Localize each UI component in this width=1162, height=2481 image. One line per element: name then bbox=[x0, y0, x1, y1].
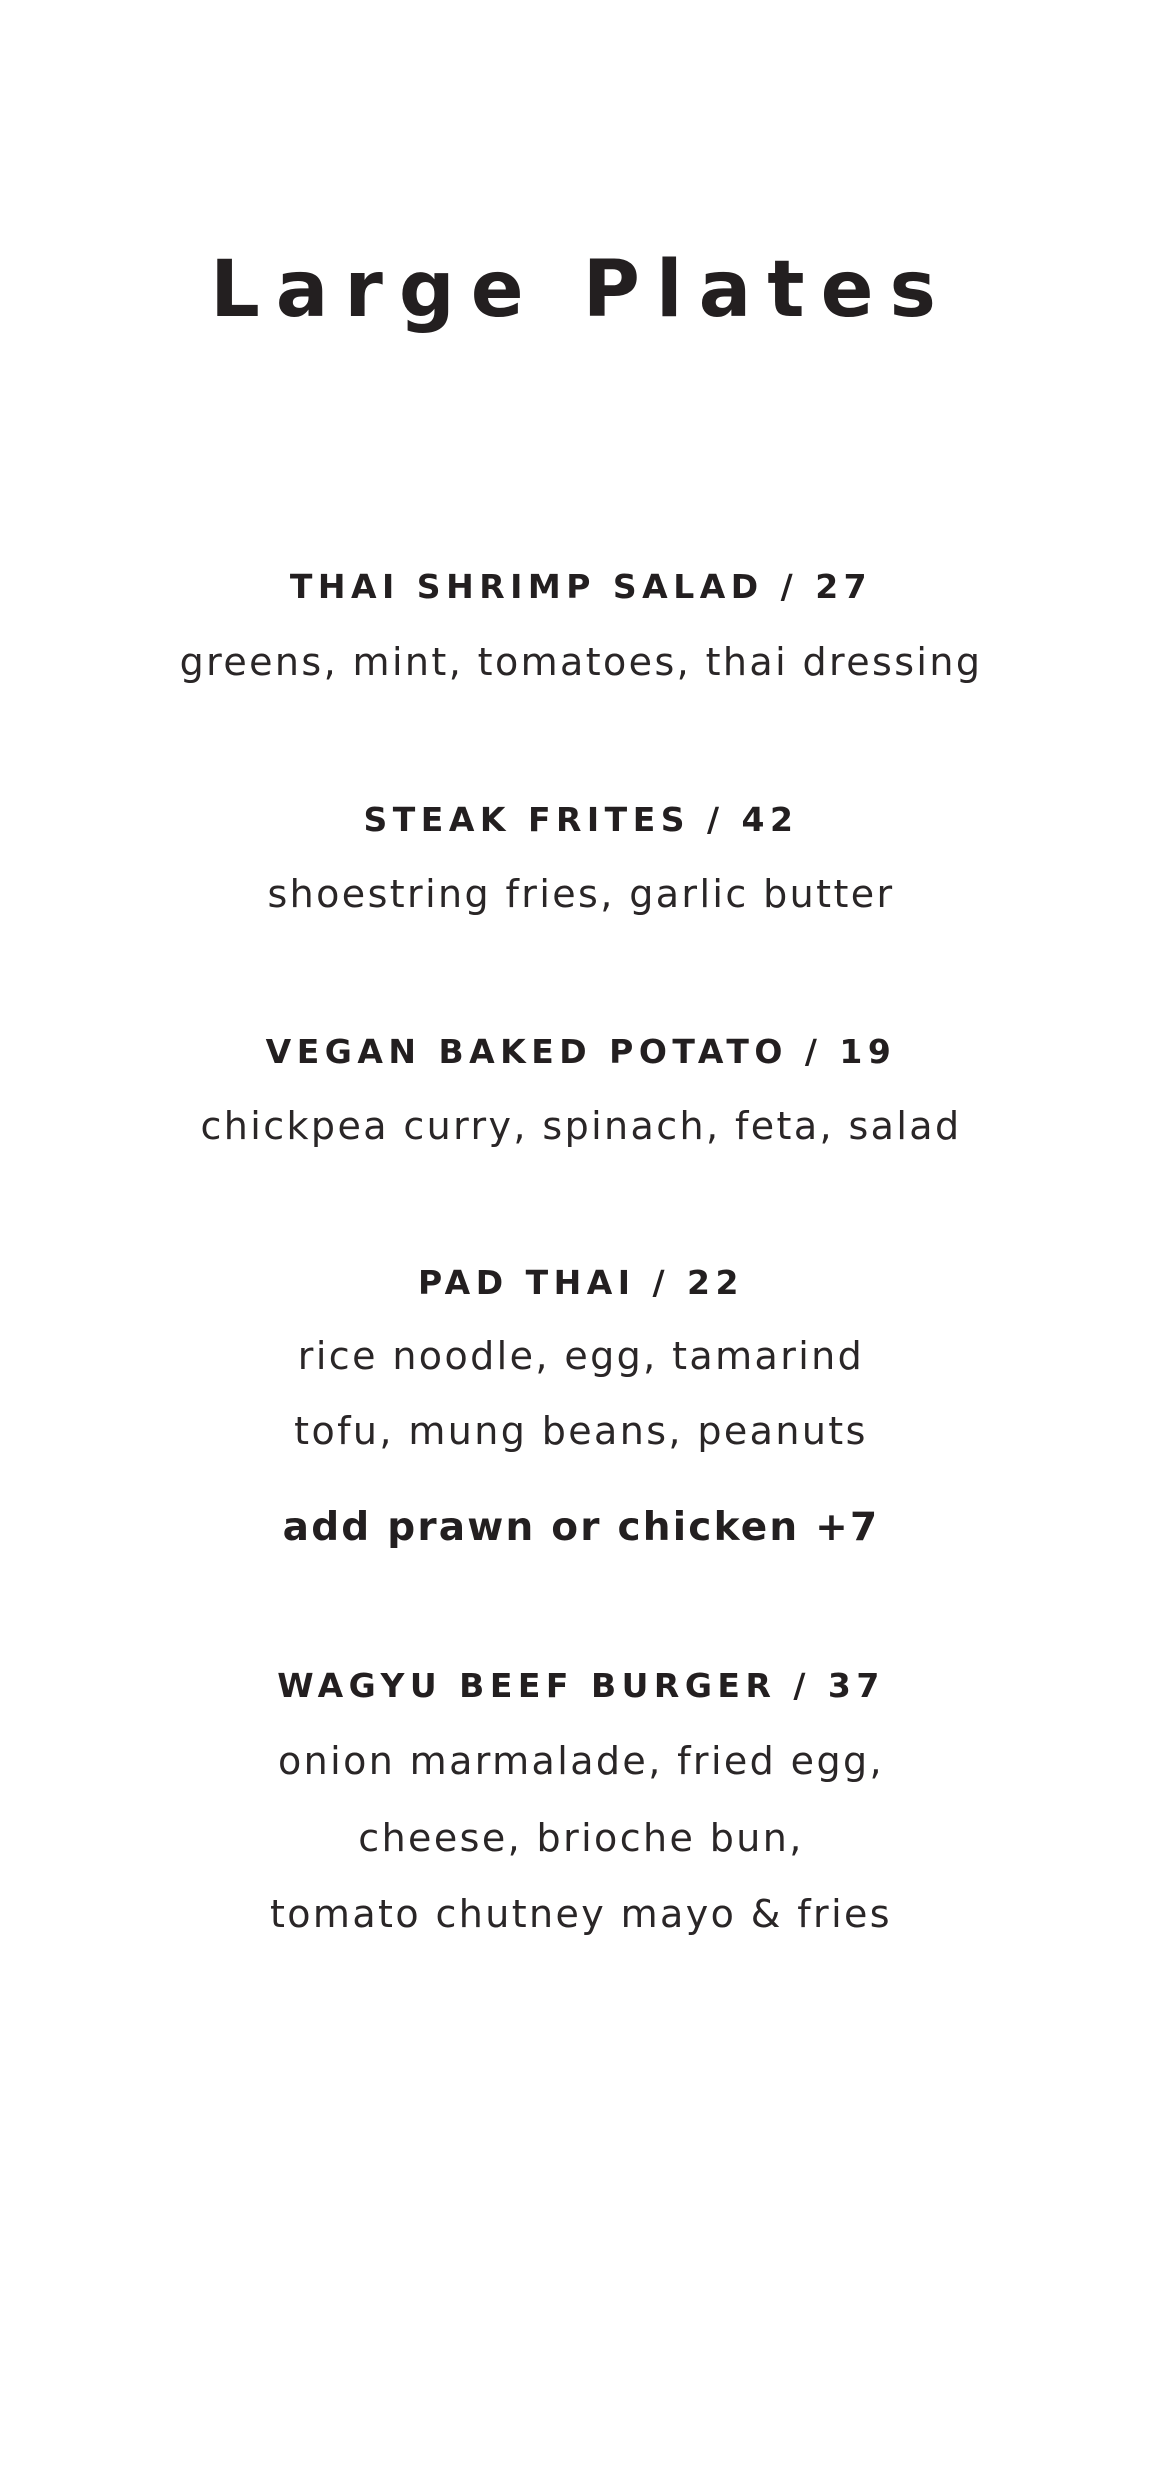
menu-item-description: cheese, brioche bun, bbox=[358, 1816, 804, 1860]
menu-item-name: PAD THAI / 22 bbox=[418, 1263, 744, 1302]
menu-item-description: shoestring fries, garlic butter bbox=[267, 872, 895, 916]
menu-item-name: WAGYU BEEF BURGER / 37 bbox=[277, 1666, 885, 1705]
menu-item-description: onion marmalade, fried egg, bbox=[277, 1739, 884, 1783]
menu-item-name: STEAK FRITES / 42 bbox=[363, 800, 799, 839]
menu-item-name: THAI SHRIMP SALAD / 27 bbox=[289, 567, 873, 606]
menu-item-addon: add prawn or chicken +7 bbox=[282, 1505, 880, 1550]
menu-item-description: rice noodle, egg, tamarind bbox=[297, 1334, 865, 1378]
menu-item-description: tomato chutney mayo & fries bbox=[269, 1892, 893, 1936]
menu-item-description: chickpea curry, spinach, feta, salad bbox=[200, 1104, 962, 1148]
page-title: Large Plates bbox=[210, 245, 952, 335]
menu-item-name: VEGAN BAKED POTATO / 19 bbox=[265, 1032, 897, 1071]
menu-item-description: greens, mint, tomatoes, thai dressing bbox=[179, 640, 983, 684]
menu-item-description: tofu, mung beans, peanuts bbox=[294, 1409, 868, 1453]
